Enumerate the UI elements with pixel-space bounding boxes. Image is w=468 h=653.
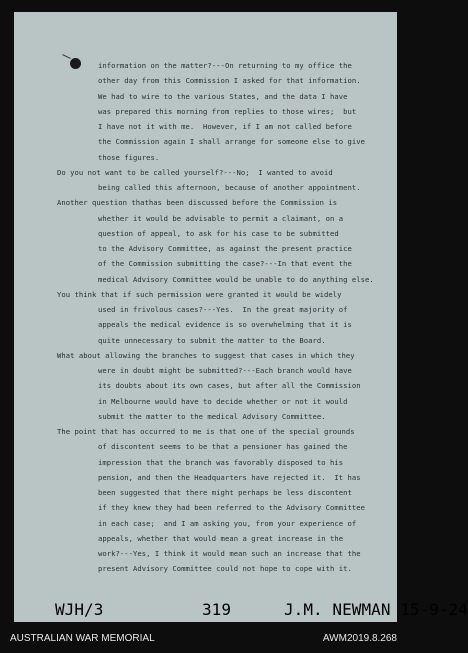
text-line: of the Commission submitting the case?---In that event the xyxy=(98,259,352,269)
text-line: information on the matter?---On returning to my office the xyxy=(98,61,352,70)
page-footer-left: WJH/3 xyxy=(55,600,104,619)
text-line: those figures. xyxy=(98,152,160,162)
text-line: pension, and then the Headquarters have rejected it. It has xyxy=(98,472,361,482)
text-line: question of appeal, to ask for his case to be submitted xyxy=(98,228,339,238)
text-line: We had to wire to the various States, and the data I have xyxy=(98,91,348,101)
text-line: submit the matter to the medical Advisory Committee. xyxy=(98,411,326,421)
text-line: The point that has occurred to me is that one of the special grounds xyxy=(57,427,355,436)
text-line: if they knew they had been referred to the Advisory Committee xyxy=(98,503,366,513)
text-line: was prepared this morning from replies to those wires; but xyxy=(98,106,357,116)
archive-label: AUSTRALIAN WAR MEMORIAL xyxy=(10,633,155,644)
text-line: the Commission again I shall arrange for someone else to give xyxy=(98,137,366,147)
text-line: in Melbourne would have to decide whether or not it would xyxy=(98,396,348,406)
text-line: quite unnecessary to submit the matter to the Board. xyxy=(98,335,326,345)
document-page xyxy=(14,12,468,622)
text-line: impression that the branch was favorably disposed to his xyxy=(98,457,344,467)
text-line: its doubts about its own cases, but after all the Commission xyxy=(98,381,361,391)
text-line: whether it would be advisable to permit a claimant, on a xyxy=(98,213,344,223)
text-line: were in doubt might be submitted?---Each branch would have xyxy=(98,366,352,375)
archive-banner xyxy=(0,623,407,653)
text-line: been suggested that there might perhaps be less discontent xyxy=(98,488,352,497)
document-body xyxy=(14,12,397,622)
text-line: present Advisory Committee could not hope to cope with it. xyxy=(98,564,352,574)
text-line: being called this afternoon, because of another appointment. xyxy=(98,183,361,192)
text-line: You think that if such permission were granted it would be widely xyxy=(57,289,342,299)
text-line: used in frivolous cases?---Yes. In the great majority of xyxy=(98,305,348,314)
text-line: Do you not want to be called yourself?---No; I wanted to avoid xyxy=(57,167,333,177)
text-line: medical Advisory Committee would be unable to do anything else. xyxy=(98,274,374,284)
text-line: I have not it with me. However, if I am not called before xyxy=(98,122,352,131)
text-line: of discontent seems to be that a pensioner has gained the xyxy=(98,442,348,452)
text-line: work?---Yes, I think it would mean such an increase that the xyxy=(98,549,361,558)
text-line: other day from this Commission I asked for that information. xyxy=(98,76,361,86)
reporter-signoff: J.M. NEWMAN 15-9-24 xyxy=(284,600,468,619)
text-line: appeals the medical evidence is so overwhelming that it is xyxy=(98,320,352,330)
text-line: in each case; and I am asking you, from your experience of xyxy=(98,518,357,528)
text-line: What about allowing the branches to suggest that cases in which they xyxy=(57,350,355,360)
archive-reference: AWM2019.8.268 xyxy=(322,633,397,644)
page-number: 319 xyxy=(202,600,232,619)
text-line: to the Advisory Committee, as against the present practice xyxy=(98,244,352,253)
text-line: Another question thathas been discussed before the Commission is xyxy=(57,198,338,208)
text-line: appeals, whether that would mean a great increase in the xyxy=(98,533,344,543)
